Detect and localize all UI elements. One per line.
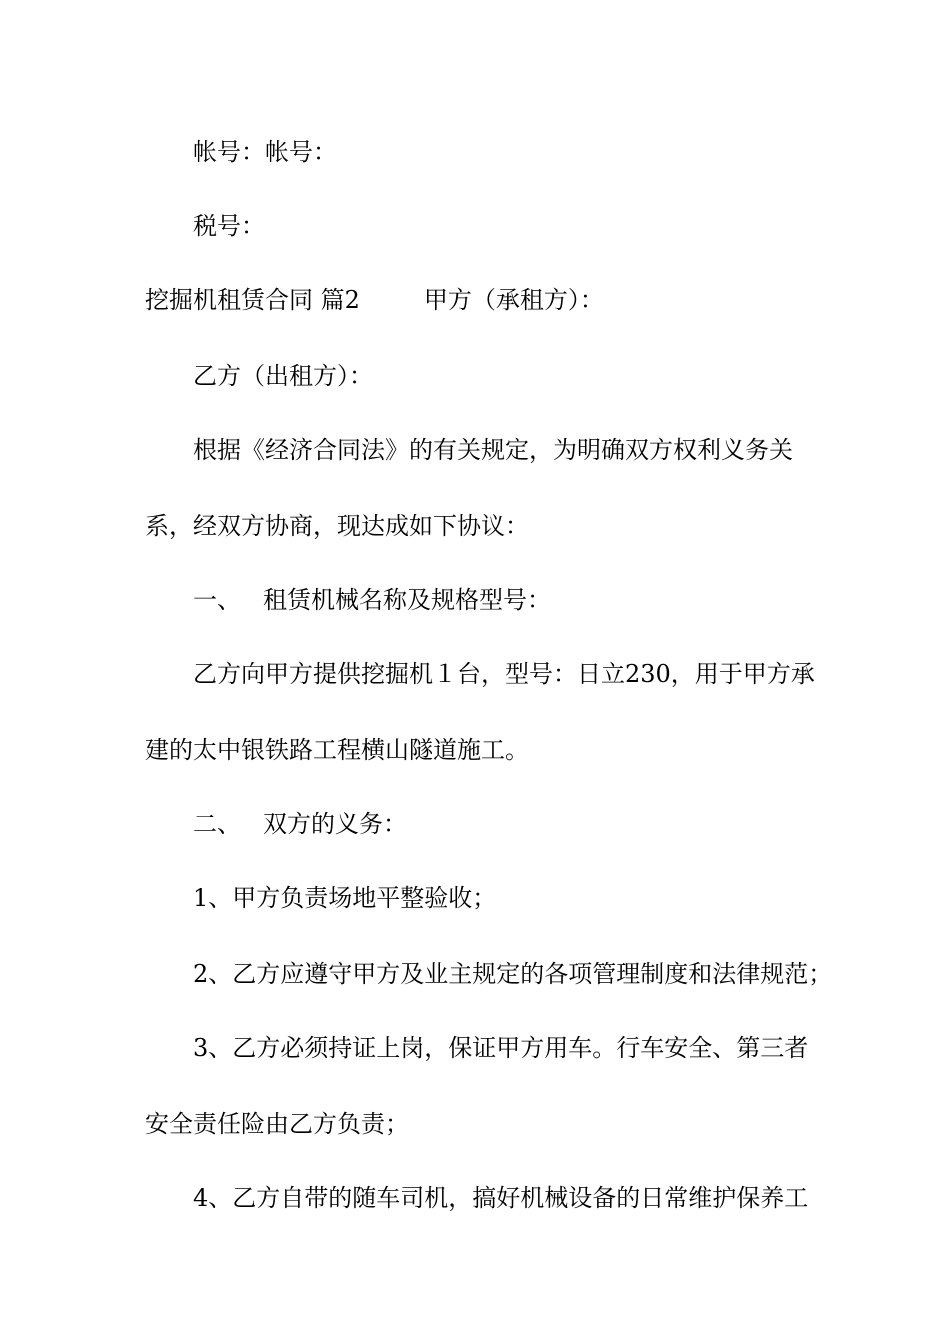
section-two-heading [193,810,407,839]
account-number-line: 帐号：帐号： [193,138,337,166]
obligation-item-2: 2、乙方应遵守甲方及业主规定的各项管理制度和法律规范； [193,960,833,988]
contract-heading-line [145,286,604,315]
equipment-line-1: 乙方向甲方提供挖掘机１台，型号：日立230，用于甲方承 [193,660,815,688]
obligation-item-3-line-1: 3、乙方必须持证上岗，保证甲方用车。行车安全、第三者 [193,1034,809,1062]
obligation-item-4-line-1: 4、乙方自带的随车司机，搞好机械设备的日常维护保养工 [193,1184,809,1212]
party-a-label: 甲方（承租方）： [423,286,604,314]
equipment-line-2: 建的太中银铁路工程横山隧道施工。 [145,736,529,764]
section-number: 一、 [193,586,241,614]
section-title: 双方的义务： [263,810,407,838]
tax-number-line: 税号： [193,212,265,240]
section-number: 二、 [193,810,241,838]
preamble-line-2: 系，经双方协商，现达成如下协议： [145,512,529,540]
section-title: 租赁机械名称及规格型号： [263,586,551,614]
section-one-heading [193,586,551,615]
contract-title: 挖掘机租赁合同 篇2 [145,286,360,314]
preamble-line-1: 根据《经济合同法》的有关规定，为明确双方权利义务关 [193,436,793,464]
obligation-item-1: 1、甲方负责场地平整验收； [193,884,497,912]
obligation-item-3-line-2: 安全责任险由乙方负责； [145,1110,409,1138]
party-b-line: 乙方（出租方）： [193,362,373,390]
